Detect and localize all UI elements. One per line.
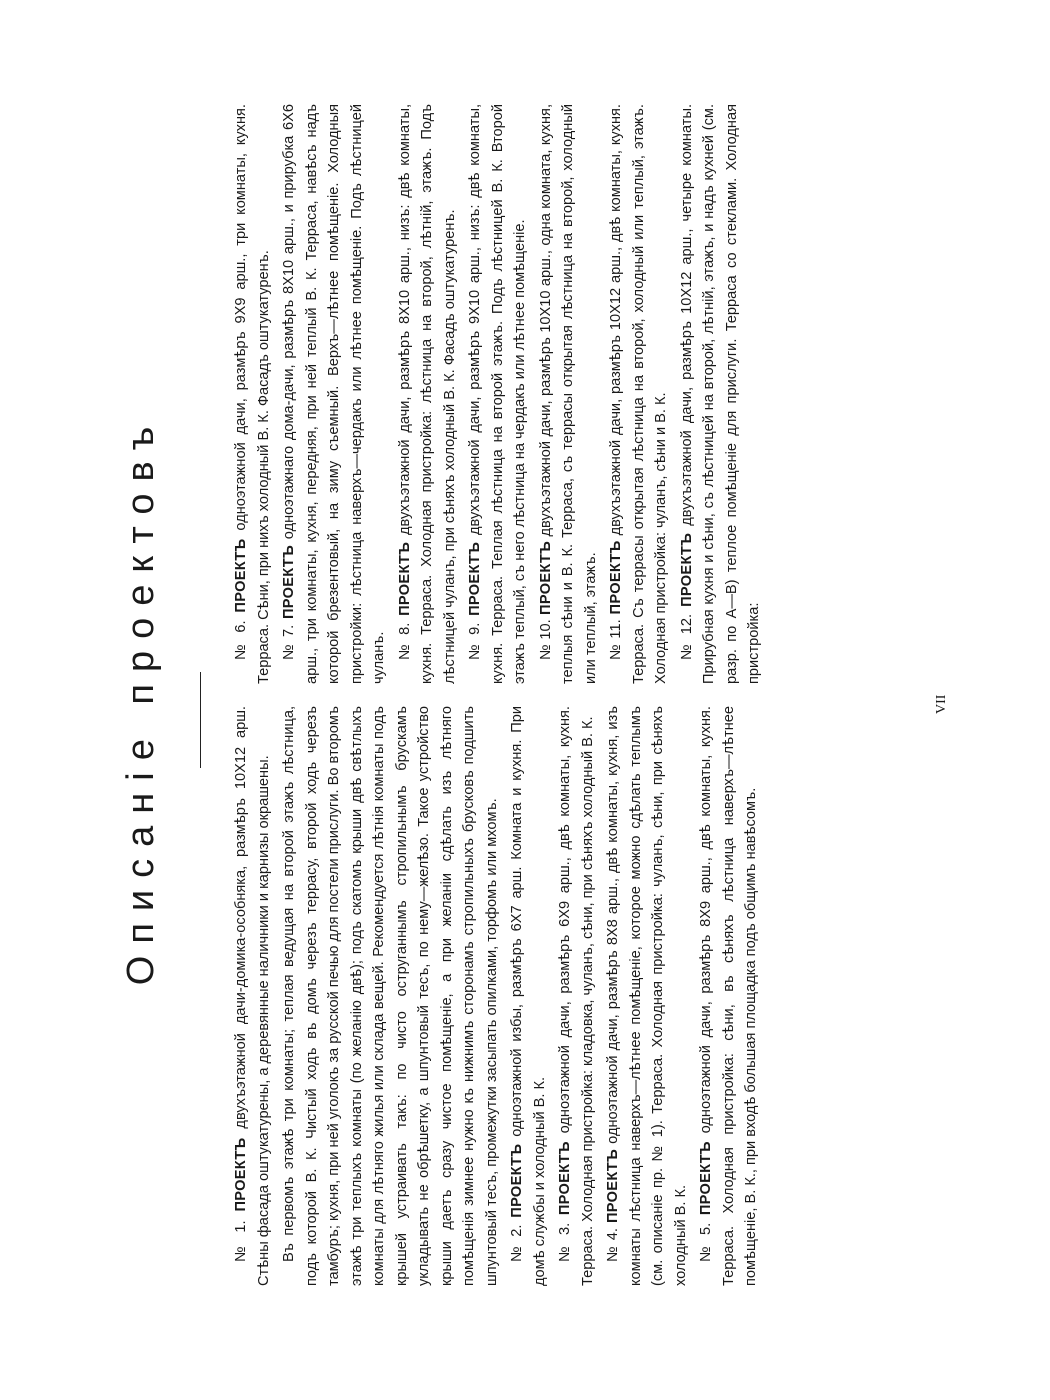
entry-number: № 6. [233,620,249,660]
entry-text: одноэтажной избы, размѣръ 6Х7 арш. Комната и кухня. При домѣ службы и холодный В. К. [509,706,548,1286]
project-entry [676,104,766,684]
page-number: VII [934,694,949,714]
entry-text: Въ первомъ этажѣ три комнаты; теплая ведущая на второй этажъ лѣстница, подъ которой В. К. Чистый ходъ въ домъ черезъ террасу, второй ходъ черезъ тамбуръ; кухня, при ней уголокъ за русской печью для постели прислуги. Во второмъ этажѣ три теплыхъ комнаты (по желанію двѣ); подъ скатомъ крыши двѣ свѣтлыхъ комнаты для лѣтняго жилья или склада вещей. Рекомендуется лѣтнія комнаты подъ крышей устраивать такъ: по чисто оструганнымъ стропильнымъ брускамъ укладывать не обрѣшетку, а шпунтовый тесъ, по нему—желѣзо. Такое устройство крыши даетъ сразу чистое помѣщеніе, а при желаніи сдѣлать изъ лѣтняго помѣщенія зимнее нужно къ нижнимъ сторонамъ стропильныхъ брусковъ подшить шпунтовый тесъ, промежутки засыпать опилками, торфомъ или мхомъ. [281,706,500,1286]
entry-text: одноэтажной дачи, размѣръ 8Х8 арш., двѣ комнаты, кухня, изъ комнаты лѣстница наверхъ—лѣтнее помѣщеніе, которое можно сдѣлать теплымъ (см. описаніе пр. № 1). Терраса. Холодная пристройка: чуланъ, сѣни, при сѣняхъ холодный В. К. [605,706,689,1286]
entry-keyword: ПРОЕКТЪ [537,540,554,615]
entry-keyword: ПРОЕКТЪ [678,532,695,607]
entry-text: двухъэтажной дачи, размѣръ 9Х10 арш., низъ: двѣ комнаты, кухня. Терраса. Теплая лѣстница на второй этажъ. Подъ лѣстницей В. К. Второй этажъ теплый, съ него лѣстница на чердакъ или лѣтнее помѣщеніе. [467,103,528,684]
entry-keyword: ПРОЕКТЪ [233,1137,249,1212]
entry-text: двухъэтажной дачи, размѣръ 10Х12 арш., четыре комнаты. Прирубная кухня и сѣни, съ лѣстницей на второй, лѣтній, этажъ, и надъ кухней (см. разр. по А—В) теплое помѣщеніе для прислуги. Терраса со стеклами. Холодная пристройка: [678,103,762,684]
project-entry [554,706,599,1286]
title-rule [200,672,201,768]
page-title: Описаніе проектовъ [120,414,162,986]
project-entry [535,104,603,684]
left-column [230,706,766,1286]
entry-text: двухъэтажной дачи-домика-особняка, размѣръ 10Х12 арш. Стѣны фасада оштукатурены, а деревянные наличники и карнизы окрашены. [233,706,272,1286]
entry-number: № 4. [605,1228,621,1262]
entry-text: одноэтажной дачи, размѣръ 9Х9 арш., три комнаты, кухня. Терраса. Сѣни, при нихъ холодный В. К. Фасадъ оштукатуренъ. [233,104,272,684]
right-column [230,104,769,684]
entry-number: № 11. [608,619,624,660]
entry-keyword: ПРОЕКТЪ [608,540,624,615]
entry-keyword: ПРОЕКТЪ [605,1148,621,1223]
entry-text: двухъэтажной дачи, размѣръ 10Х10 арш., одна комната, кухня, теплыя сѣни и В. К. Терраса, съ террасы открытая лѣстница на второй, холодный или теплый, этажъ. [537,104,599,684]
project-entry [605,104,673,684]
entry-number: № 2. [509,1224,525,1262]
entry-number: № 1. [233,1220,249,1262]
entry-text: одноэтажной дачи, размѣръ 8Х9 арш., двѣ комнаты, кухня. Терраса. Холодная пристройка: сѣни, въ сѣняхъ лѣстница наверхъ—лѣтнее помѣщеніе, В. К., при входѣ большая площадка подъ общимъ навѣсомъ. [698,706,759,1286]
project-entry [230,104,275,684]
entry-text: двухъэтажной дачи, размѣръ 8Х10 арш., низъ: двѣ комнаты, кухня. Терраса. Холодная пристройка: лѣстница на второй, лѣтній, этажъ. Подъ лѣстницей чуланъ, при сѣняхъ холодный В. К. Фасадъ оштукатуренъ. [396,103,458,684]
entry-number: № 7. [281,624,297,660]
entry-keyword: ПРОЕКТЪ [509,1143,525,1218]
entry-text: одноэтажной дачи, размѣръ 6Х9 арш., двѣ комнаты, кухня. Терраса. Холодная пристройка: кладовка, чуланъ, сѣни, при сѣняхъ холодный В. К. [557,706,596,1286]
project-entry [602,706,692,1286]
entry-keyword: ПРОЕКТЪ [396,541,413,616]
entry-keyword: ПРОЕКТЪ [557,1141,573,1216]
entry-text: двухъэтажной дачи, размѣръ 10Х12 арш., двѣ комнаты, кухня. Терраса. Съ террасы открытая лѣстница на второй, холодный или теплый, этажъ. Холодная пристройка: чуланъ, сѣни и В. К. [608,104,669,684]
entry-number: № 8. [396,622,413,660]
project-entry [278,706,503,1286]
entry-number: № 12. [678,613,695,660]
project-entry [464,104,532,684]
entry-keyword: ПРОЕКТЪ [467,541,483,616]
project-entry [695,706,763,1286]
entry-keyword: ПРОЕКТЪ [698,1141,714,1216]
entry-number: № 3. [557,1222,573,1262]
project-entry [506,706,551,1286]
entry-text: одноэтажнаго дома-дачи, размѣръ 8Х10 арш., и прирубка 6Х6 арш., три комнаты, кухня, передняя, при ней теплый В. К. Терраса, навѣсъ надъ которой брезентовый, на зиму съемный. Верхъ—лѣтнее помѣщеніе. Холодныя пристройки: лѣстница наверхъ—чердакъ или лѣтнее помѣщеніе. Подъ лѣстницей чуланъ. [281,104,387,684]
entry-number: № 5. [698,1222,714,1262]
project-entry [230,706,275,1286]
entry-keyword: ПРОЕКТЪ [281,544,297,620]
project-entry [394,104,462,684]
project-entry [278,104,391,684]
entry-number: № 10. [537,619,554,660]
entry-keyword: ПРОЕКТЪ [233,538,249,613]
entry-number: № 9. [467,622,483,660]
